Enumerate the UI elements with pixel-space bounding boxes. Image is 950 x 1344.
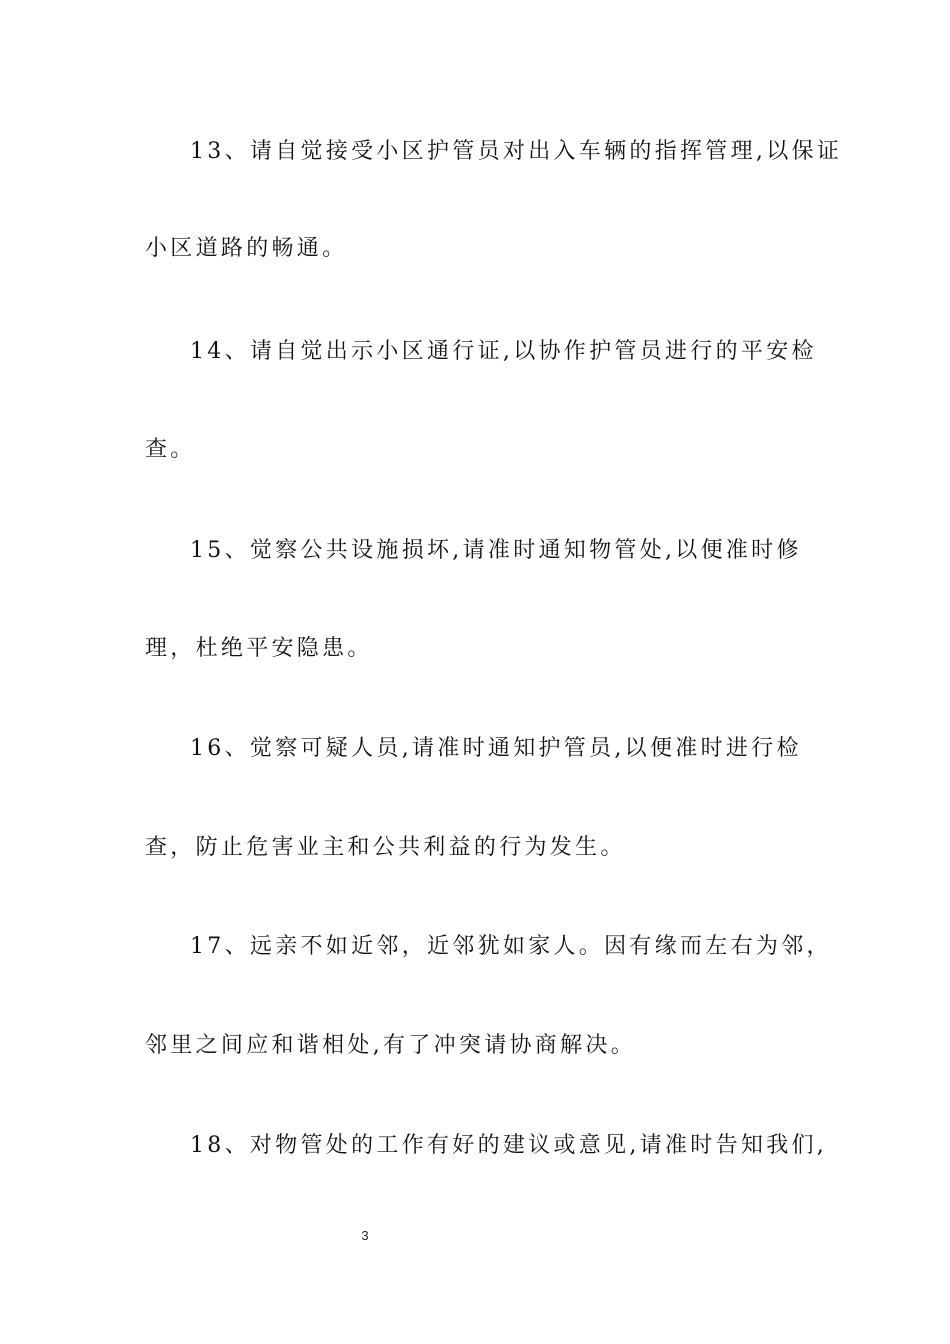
paragraph-14-line-2: 查。 (145, 437, 196, 462)
paragraph-13-line-1: 13、请自觉接受小区护管员对出入车辆的指挥管理,以保证 (190, 139, 843, 164)
paragraph-14-line-1: 14、请自觉出示小区通行证,以协作护管员进行的平安检 (190, 339, 817, 364)
paragraph-15-line-1: 15、觉察公共设施损坏,请准时通知物管处,以便准时修 (190, 538, 802, 563)
paragraph-18-line-1: 18、对物管处的工作有好的建议或意见,请准时告知我们, (190, 1133, 828, 1158)
page-number: 3 (361, 1228, 369, 1243)
paragraph-13-line-2: 小区道路的畅通。 (145, 236, 348, 261)
paragraph-15-line-2: 理，杜绝平安隐患。 (145, 636, 373, 661)
paragraph-17-line-1: 17、远亲不如近邻，近邻犹如家人。因有缘而左右为邻， (190, 934, 832, 959)
paragraph-16-line-2: 查，防止危害业主和公共利益的行为发生。 (145, 835, 626, 860)
paragraph-16-line-1: 16、觉察可疑人员,请准时通知护管员,以便准时进行检 (190, 736, 802, 761)
paragraph-17-line-2: 邻里之间应和谐相处,有了冲突请协商解决。 (145, 1033, 636, 1058)
